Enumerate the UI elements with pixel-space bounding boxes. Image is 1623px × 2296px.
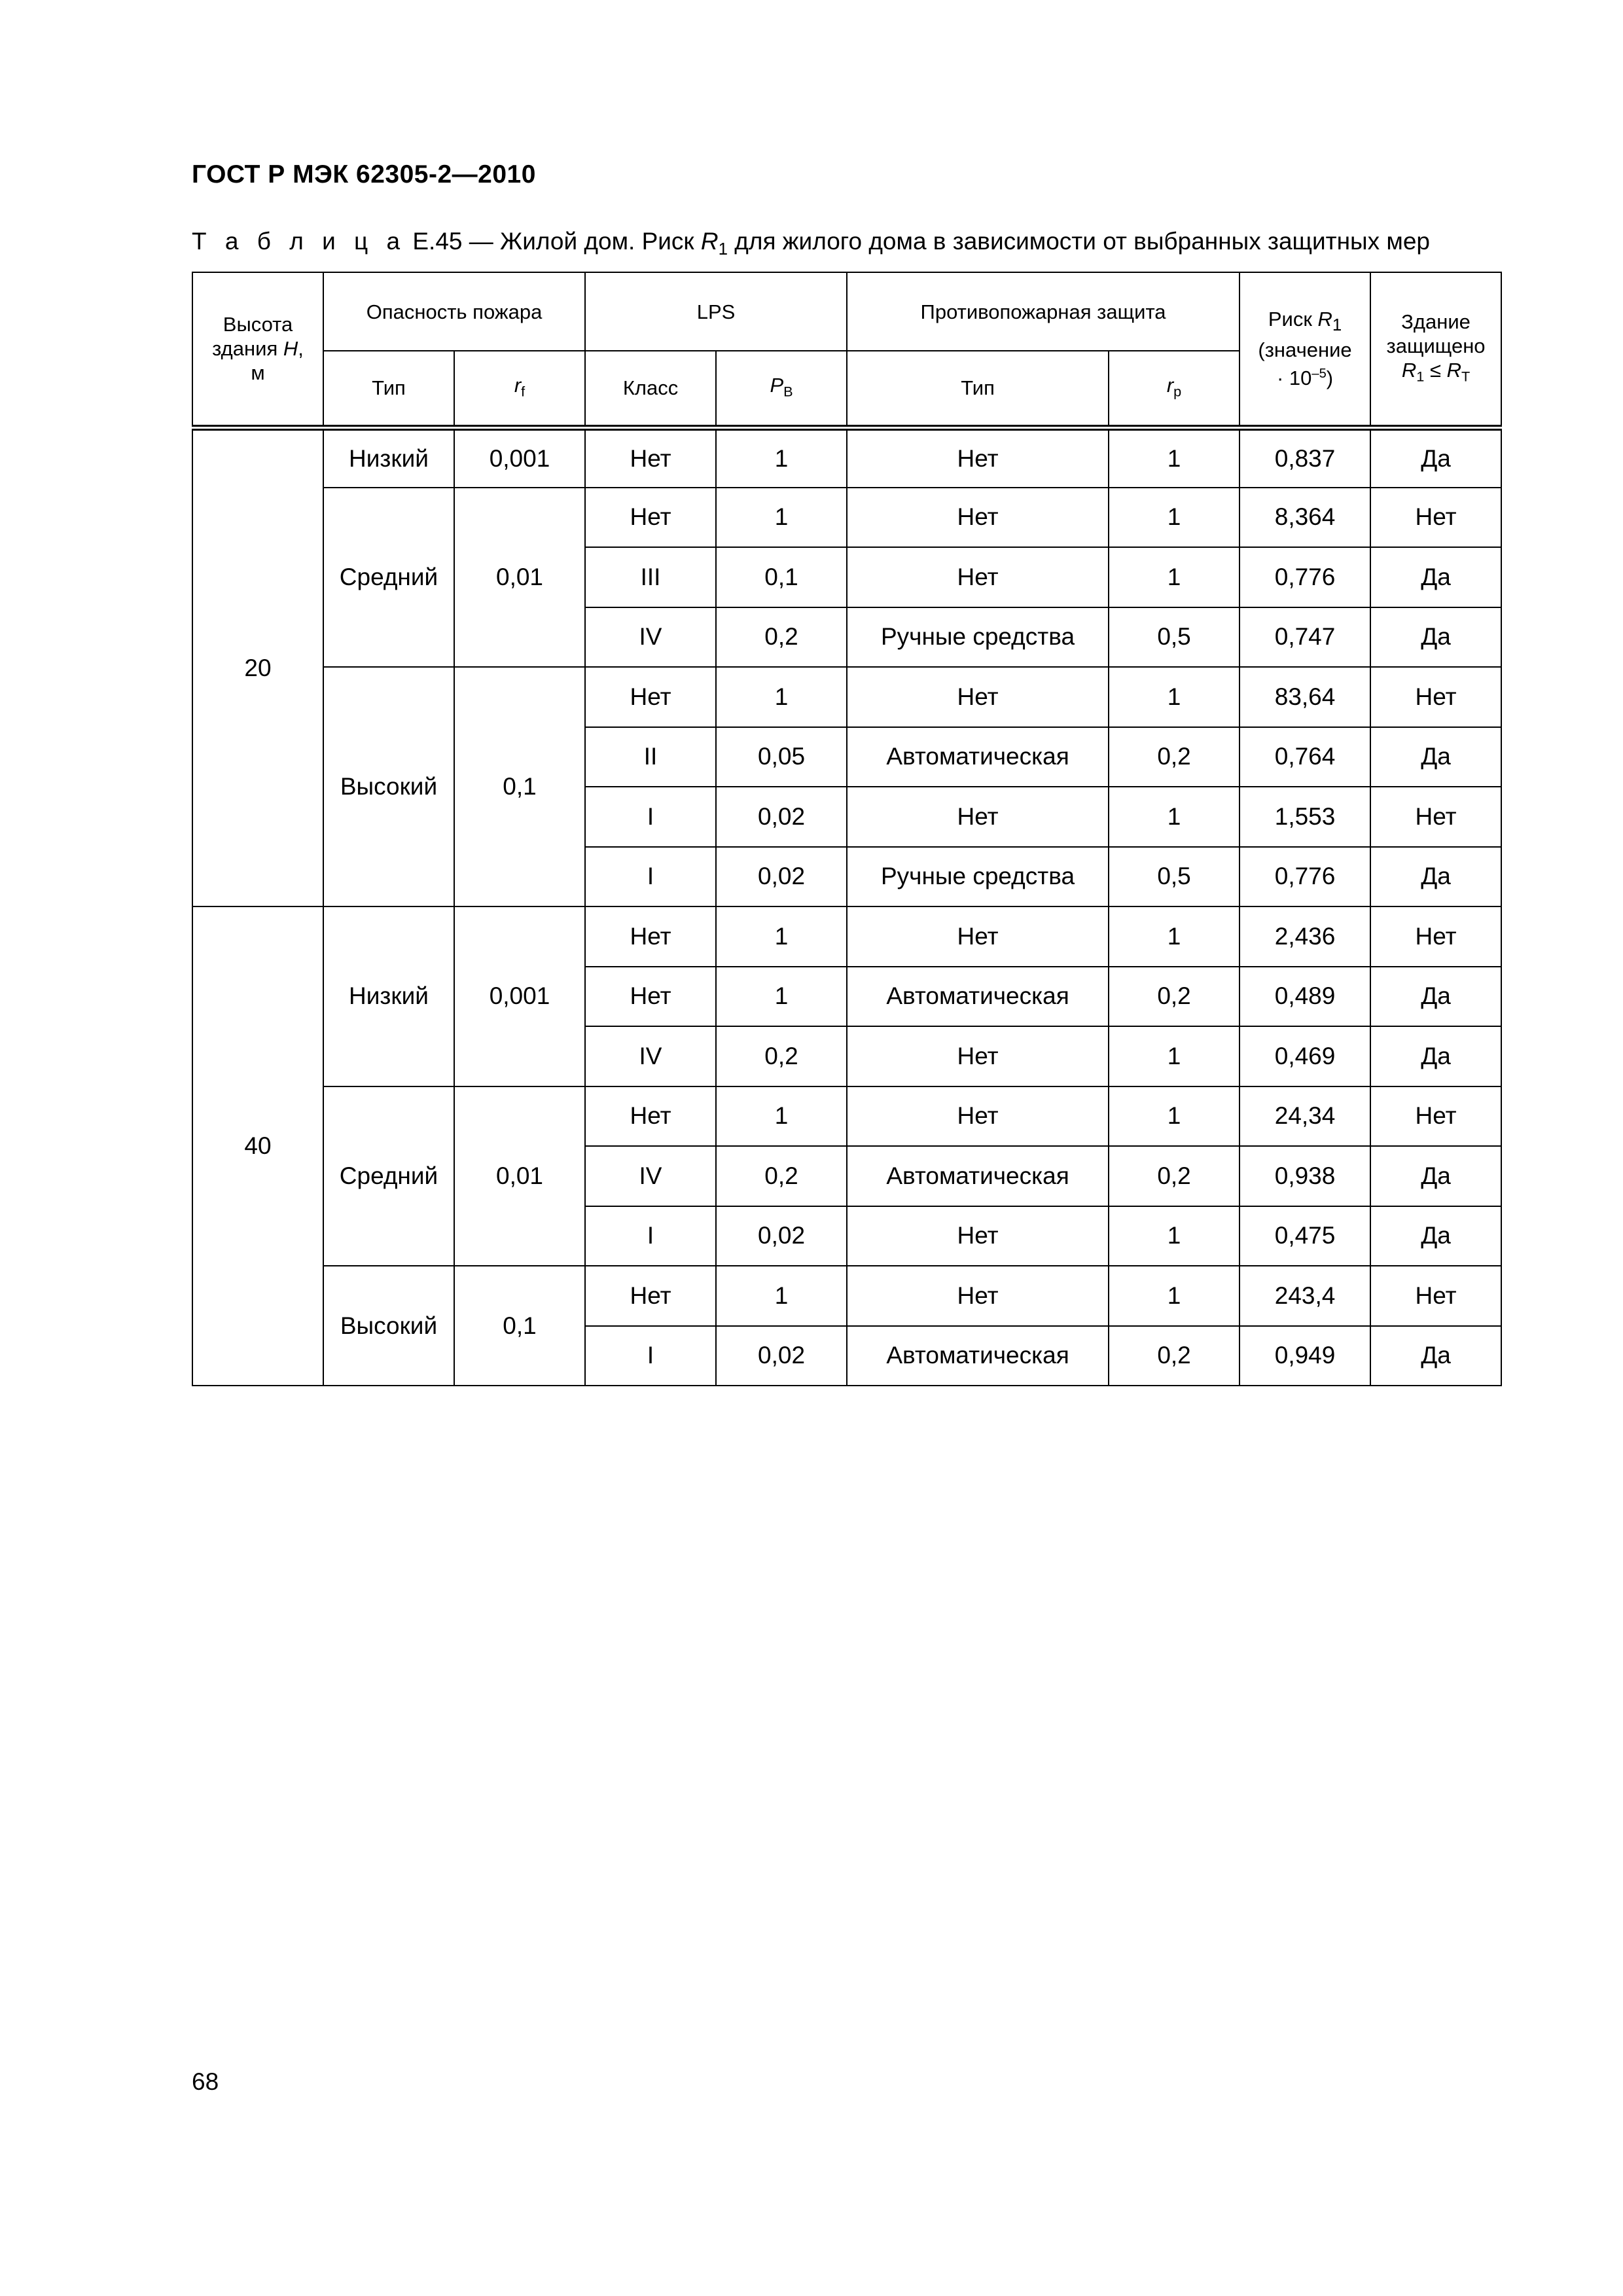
protected-cell: Да (1370, 967, 1501, 1027)
protection-type-cell: Нет (847, 427, 1109, 488)
risk-table (192, 272, 1502, 1386)
protected-cell: Да (1370, 607, 1501, 668)
protection-type-cell: Нет (847, 667, 1109, 727)
rp-cell: 1 (1109, 906, 1240, 967)
caption-prefix: Т а б л и ц а (192, 228, 406, 255)
protected-cell: Да (1370, 1326, 1501, 1386)
pb-cell: 1 (716, 667, 847, 727)
rf-cell: 0,01 (454, 488, 585, 668)
protection-type-cell: Нет (847, 488, 1109, 548)
risk-cell: 0,837 (1240, 427, 1370, 488)
protection-type-cell: Ручные средства (847, 847, 1109, 907)
protected-cell: Да (1370, 727, 1501, 787)
header-rf: $r_f$ (454, 351, 585, 427)
pb-cell: 0,02 (716, 1326, 847, 1386)
caption-title-start: Жилой дом. Риск (500, 228, 701, 255)
fire-type-cell: Низкий (323, 906, 454, 1086)
risk-cell: 0,469 (1240, 1026, 1370, 1086)
risk-cell: 0,776 (1240, 547, 1370, 607)
protected-cell: Нет (1370, 1086, 1501, 1147)
table-caption (192, 228, 1430, 259)
pb-cell: 1 (716, 967, 847, 1027)
risk-cell: 83,64 (1240, 667, 1370, 727)
risk-cell: 0,747 (1240, 607, 1370, 668)
lps-class-cell: Нет (585, 906, 716, 967)
lps-class-cell: I (585, 1326, 716, 1386)
pb-cell: 0,2 (716, 607, 847, 668)
rp-cell: 1 (1109, 1026, 1240, 1086)
risk-cell: 0,475 (1240, 1206, 1370, 1266)
table-row (192, 1086, 1501, 1147)
lps-class-cell: III (585, 547, 716, 607)
protected-cell: Да (1370, 847, 1501, 907)
lps-class-cell: IV (585, 1146, 716, 1206)
protected-cell: Да (1370, 1146, 1501, 1206)
pb-cell: 1 (716, 906, 847, 967)
header-fire-protection: Противопожарная защита (847, 272, 1240, 351)
lps-class-cell: Нет (585, 667, 716, 727)
rp-cell: 1 (1109, 787, 1240, 847)
protection-type-cell: Автоматическая (847, 1326, 1109, 1386)
caption-r-subscript: 1 (718, 240, 728, 259)
rp-cell: 0,2 (1109, 967, 1240, 1027)
rp-cell: 1 (1109, 427, 1240, 488)
protected-cell: Да (1370, 427, 1501, 488)
protection-type-cell: Нет (847, 1206, 1109, 1266)
header-rp: $r_p$ (1109, 351, 1240, 427)
header-fire-hazard: Опасность пожара (323, 272, 585, 351)
lps-class-cell: IV (585, 1026, 716, 1086)
lps-class-cell: Нет (585, 427, 716, 488)
protected-cell: Да (1370, 1206, 1501, 1266)
risk-cell: 0,938 (1240, 1146, 1370, 1206)
pb-cell: 0,2 (716, 1146, 847, 1206)
pb-cell: 0,02 (716, 1206, 847, 1266)
table-header (192, 272, 1501, 427)
protection-type-cell: Автоматическая (847, 967, 1109, 1027)
protected-cell: Нет (1370, 787, 1501, 847)
caption-r-symbol: R (700, 228, 719, 255)
risk-cell: 2,436 (1240, 906, 1370, 967)
rf-cell: 0,1 (454, 667, 585, 906)
rp-cell: 1 (1109, 547, 1240, 607)
pb-cell: 0,2 (716, 1026, 847, 1086)
table-row (192, 427, 1501, 488)
risk-cell: 243,4 (1240, 1266, 1370, 1326)
protection-type-cell: Нет (847, 1266, 1109, 1326)
rp-cell: 1 (1109, 1086, 1240, 1147)
fire-type-cell: Высокий (323, 1266, 454, 1386)
building-height-cell: 40 (192, 906, 323, 1386)
rp-cell: 0,5 (1109, 607, 1240, 668)
lps-class-cell: I (585, 787, 716, 847)
lps-class-cell: Нет (585, 967, 716, 1027)
header-fire-type: Тип (323, 351, 454, 427)
lps-class-cell: I (585, 1206, 716, 1266)
lps-class-cell: IV (585, 607, 716, 668)
caption-number: Е.45 — (412, 228, 493, 255)
header-building-height: Высота здания H, м (192, 272, 323, 427)
table-row (192, 488, 1501, 548)
pb-cell: 1 (716, 427, 847, 488)
protection-type-cell: Нет (847, 1026, 1109, 1086)
pb-cell: 0,02 (716, 847, 847, 907)
table-row (192, 667, 1501, 727)
rp-cell: 1 (1109, 488, 1240, 548)
fire-type-cell: Высокий (323, 667, 454, 906)
rp-cell: 0,2 (1109, 1326, 1240, 1386)
protection-type-cell: Нет (847, 547, 1109, 607)
risk-cell: 8,364 (1240, 488, 1370, 548)
rf-cell: 0,1 (454, 1266, 585, 1386)
header-lps-class: Класс (585, 351, 716, 427)
pb-cell: 0,1 (716, 547, 847, 607)
fire-type-cell: Средний (323, 488, 454, 668)
lps-class-cell: Нет (585, 1086, 716, 1147)
header-pb: $P_B$ (716, 351, 847, 427)
pb-cell: 1 (716, 488, 847, 548)
protected-cell: Да (1370, 547, 1501, 607)
pb-cell: 0,05 (716, 727, 847, 787)
protected-cell: Да (1370, 1026, 1501, 1086)
pb-cell: 0,02 (716, 787, 847, 847)
rf-cell: 0,001 (454, 427, 585, 488)
lps-class-cell: II (585, 727, 716, 787)
rf-cell: 0,001 (454, 906, 585, 1086)
protected-cell: Нет (1370, 488, 1501, 548)
table-row (192, 906, 1501, 967)
rp-cell: 1 (1109, 1206, 1240, 1266)
protected-cell: Нет (1370, 667, 1501, 727)
fire-type-cell: Средний (323, 1086, 454, 1266)
lps-class-cell: Нет (585, 1266, 716, 1326)
document-header: ГОСТ Р МЭК 62305-2—2010 (192, 160, 536, 188)
protection-type-cell: Ручные средства (847, 607, 1109, 668)
pb-cell: 1 (716, 1266, 847, 1326)
rp-cell: 0,2 (1109, 727, 1240, 787)
risk-cell: 0,489 (1240, 967, 1370, 1027)
rp-cell: 0,2 (1109, 1146, 1240, 1206)
rp-cell: 0,5 (1109, 847, 1240, 907)
risk-cell: 1,553 (1240, 787, 1370, 847)
building-height-cell: 20 (192, 427, 323, 906)
rp-cell: 1 (1109, 667, 1240, 727)
protection-type-cell: Нет (847, 906, 1109, 967)
risk-cell: 24,34 (1240, 1086, 1370, 1147)
pb-cell: 1 (716, 1086, 847, 1147)
fire-type-cell: Низкий (323, 427, 454, 488)
protection-type-cell: Нет (847, 1086, 1109, 1147)
rp-cell: 1 (1109, 1266, 1240, 1326)
page-number: 68 (192, 2068, 219, 2095)
header-building-protected: Здание защищено $R_1 \le R_T$ (1370, 272, 1501, 427)
table-body (192, 427, 1501, 1386)
lps-class-cell: I (585, 847, 716, 907)
protection-type-cell: Нет (847, 787, 1109, 847)
risk-cell: 0,764 (1240, 727, 1370, 787)
protected-cell: Нет (1370, 1266, 1501, 1326)
caption-title-end: для жилого дома в зависимости от выбранных защитных мер (728, 228, 1431, 255)
risk-cell: 0,776 (1240, 847, 1370, 907)
header-protection-type: Тип (847, 351, 1109, 427)
protection-type-cell: Автоматическая (847, 1146, 1109, 1206)
header-lps: LPS (585, 272, 847, 351)
risk-cell: 0,949 (1240, 1326, 1370, 1386)
table-row (192, 1266, 1501, 1326)
lps-class-cell: Нет (585, 488, 716, 548)
rf-cell: 0,01 (454, 1086, 585, 1266)
header-risk-r1: Риск $R_1$ (значение · $10^{-5}$) (1240, 272, 1370, 427)
protected-cell: Нет (1370, 906, 1501, 967)
protection-type-cell: Автоматическая (847, 727, 1109, 787)
